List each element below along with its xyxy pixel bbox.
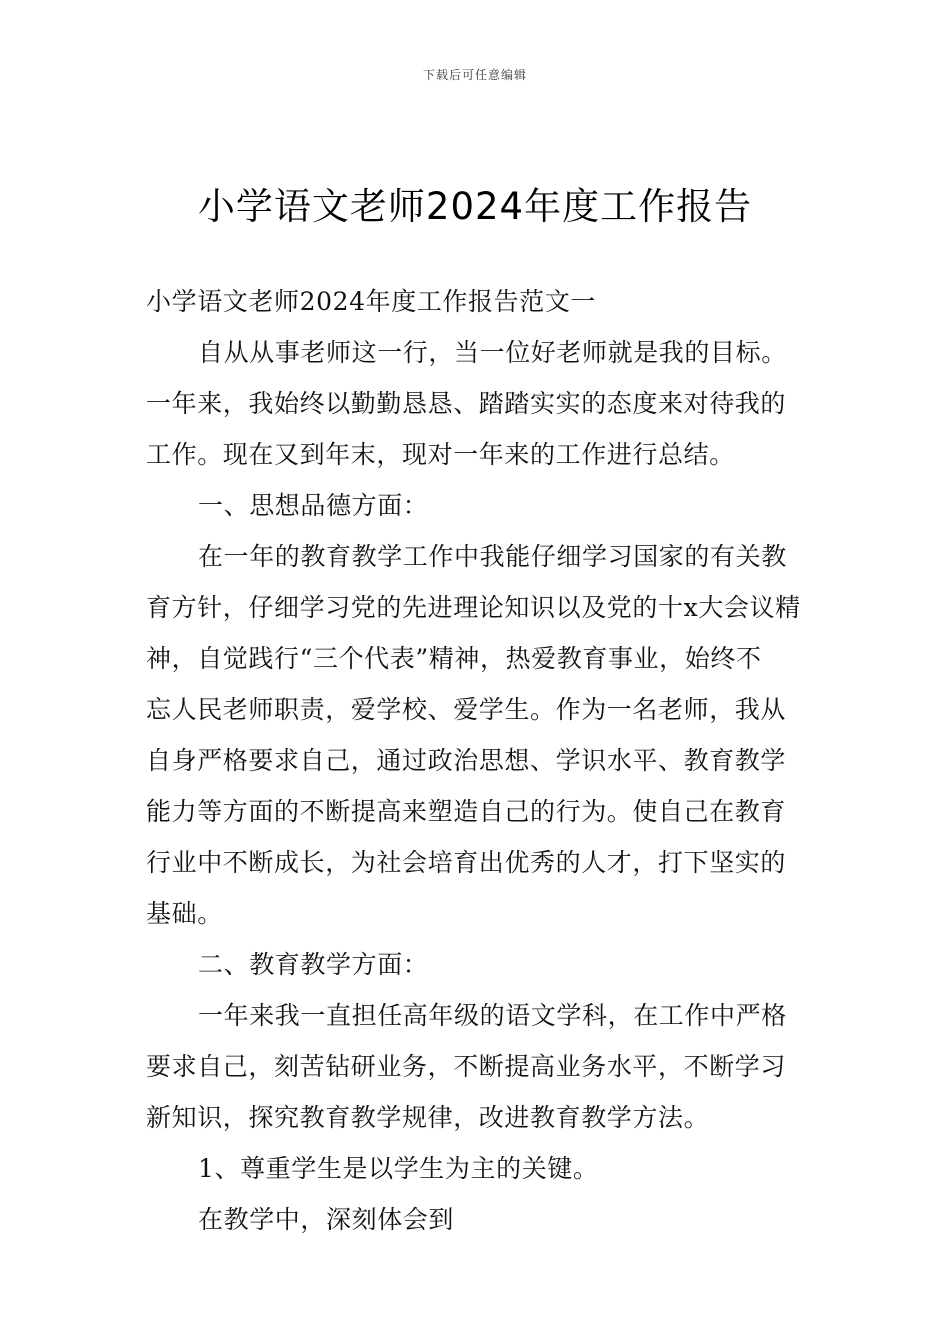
- paragraph-line: 在一年的教育教学工作中我能仔细学习国家的有关教: [198, 542, 787, 571]
- header-note: 下载后可任意编辑: [422, 68, 527, 82]
- section-heading: 一、思想品德方面：: [198, 491, 429, 520]
- subtitle-line: 小学语文老师2024年度工作报告范文一: [146, 287, 597, 316]
- paragraph-line: 能力等方面的不断提高来塑造自己的行为。使自己在教育: [146, 797, 787, 826]
- paragraph-line: 育方针，仔细学习党的先进理论知识以及党的十x大会议精: [146, 593, 801, 622]
- paragraph-line: 基础。: [146, 899, 223, 928]
- section-heading: 二、教育教学方面：: [198, 950, 429, 979]
- paragraph-line: 工作。现在又到年末，现对一年来的工作进行总结。: [146, 440, 735, 469]
- paragraph-line: 新知识，探究教育教学规律，改进教育教学方法。: [146, 1103, 710, 1132]
- paragraph-line: 忘人民老师职责，爱学校、爱学生。作为一名老师，我从: [146, 695, 787, 724]
- paragraph-line: 在教学中，深刻体会到: [198, 1205, 455, 1234]
- document-title: 小学语文老师2024年度工作报告: [197, 185, 753, 228]
- paragraph-line: 自身严格要求自己，通过政治思想、学识水平、教育教学: [146, 746, 787, 775]
- document-body: [146, 276, 808, 1245]
- paragraph-line: 一年来我一直担任高年级的语文学科，在工作中严格: [198, 1001, 787, 1030]
- paragraph-line: 自从从事老师这一行，当一位好老师就是我的目标。: [198, 338, 787, 367]
- list-item-heading: 1、尊重学生是以学生为主的关键。: [198, 1154, 599, 1183]
- paragraph-line: 行业中不断成长，为社会培育出优秀的人才，打下坚实的: [146, 848, 787, 877]
- paragraph-line: 一年来，我始终以勤勤恳恳、踏踏实实的态度来对待我的: [146, 389, 787, 418]
- paragraph-line: 要求自己，刻苦钻研业务，不断提高业务水平，不断学习: [146, 1052, 787, 1081]
- paragraph-line: 神，自觉践行“三个代表”精神，热爱教育事业，始终不: [146, 644, 762, 673]
